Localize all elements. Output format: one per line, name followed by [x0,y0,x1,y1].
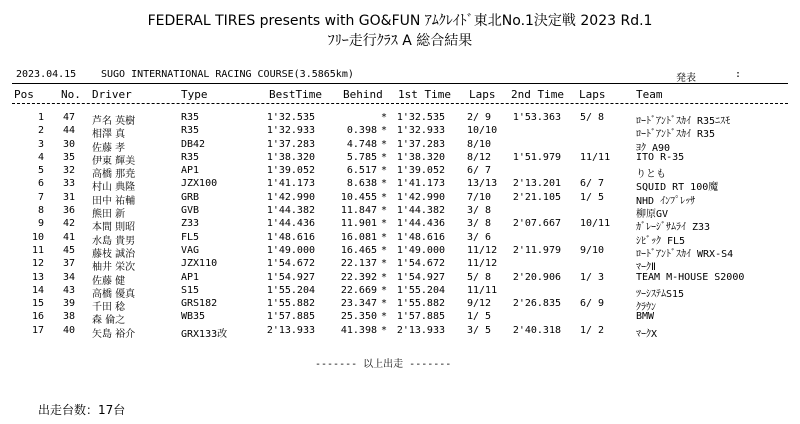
cell-best-time: 1'44.382 [266,205,315,217]
cell-laps1: 3/ 6 [467,231,492,243]
cell-laps1: 6/ 7 [467,165,492,177]
cell-best-time: 1'39.052 [266,165,315,177]
cell-no: 30 [62,138,75,150]
cell-driver: 伊東 輝美 [92,155,136,167]
cell-laps1: 11/12 [467,258,498,270]
cell-driver: 矢島 裕介 [92,328,136,340]
cell-behind: 11.901 [340,218,377,230]
cell-type: S15 [181,284,200,296]
cell-laps1: 3/ 8 [467,205,492,217]
cell-first-time: 1'37.283 [396,138,445,150]
cell-type: R35 [181,151,200,163]
cell-no: 45 [62,244,75,256]
cell-laps1: 8/10 [467,138,492,150]
cell-second-time: 1'53.363 [512,112,561,123]
cell-pos: 15 [31,298,44,310]
table-row [0,232,800,245]
cell-behind: 16.081 [340,231,377,243]
cell-type: JZX100 [181,178,218,190]
cell-laps1: 7/10 [467,191,492,203]
cell-team: BMW [636,311,655,323]
cell-laps2: 9/10 [580,244,605,256]
cell-pos: 9 [37,218,44,230]
col-driver: Driver [92,88,132,101]
col-laps1: Laps [469,88,496,101]
header-top-rule [12,83,788,84]
cell-first-time: 1'48.616 [396,231,445,243]
cell-best-time: 1'57.885 [266,311,315,323]
cell-second-time: 2'20.906 [512,271,561,283]
cell-laps2: 6/ 9 [580,298,605,310]
cell-driver: 佐藤 健 [92,275,126,287]
cell-laps1: 3/ 8 [467,218,492,230]
col-pos: Pos [14,88,34,101]
cell-team: りとも [636,169,666,181]
cell-driver: 相澤 真 [92,129,126,141]
cell-team: 柳原GV [636,209,669,221]
cell-team: SQUID RT 100魔 [636,182,719,194]
cell-first-time: 1'41.173 [396,178,445,190]
cell-first-time: 1'57.885 [396,311,445,323]
venue: SUGO INTERNATIONAL RACING COURSE(3.5865km) [101,69,354,80]
col-team: Team [636,88,663,101]
cell-best-mark: * [381,244,388,256]
cell-team: ﾏｰｸⅡ [636,262,656,274]
announce-colon: : [735,69,742,80]
cell-laps1: 13/13 [467,178,498,190]
cell-no: 37 [62,258,75,270]
cell-team: ﾛｰﾄﾞｱﾝﾄﾞｽｶｲ WRX-S4 [636,248,734,260]
cell-pos: 6 [37,178,44,190]
end-of-results-rule: ------- 以上出走 ------- [315,359,452,370]
cell-first-time: 2'13.933 [396,324,445,336]
cell-pos: 14 [31,284,44,296]
cell-second-time: 2'26.835 [512,298,561,310]
cell-first-time: 1'32.933 [396,125,445,137]
cell-best-mark: * [381,178,388,190]
cell-no: 35 [62,151,75,163]
cell-best-time: 1'41.173 [266,178,315,190]
table-row [0,311,800,327]
cell-driver: 高橋 那尭 [92,169,136,181]
cell-pos: 7 [37,191,44,203]
cell-no: 36 [62,205,75,217]
cell-no: 38 [62,311,75,323]
cell-first-time: 1'54.927 [396,271,445,283]
cell-team: ﾂｰｼｽﾃﾑS15 [636,288,685,300]
table-row [0,245,800,258]
cell-first-time: 1'44.382 [396,205,445,217]
cell-driver: 芦名 英樹 [92,116,136,127]
cell-laps2: 11/11 [580,151,611,163]
cell-no: 47 [62,112,75,123]
cell-best-time: 1'54.927 [266,271,315,283]
cell-driver: 水島 貴男 [92,235,136,247]
cell-pos: 12 [31,258,44,270]
cell-driver: 田中 祐輔 [92,195,136,207]
cell-first-time: 1'44.436 [396,218,445,230]
cell-type: Z33 [181,218,200,230]
cell-best-mark: * [381,125,388,137]
cell-behind: 10.455 [340,191,377,203]
cell-first-time: 1'49.000 [396,244,445,256]
cell-second-time: 1'51.979 [512,151,561,163]
cell-behind: 16.465 [340,244,377,256]
col-first-time: 1st Time [398,88,451,101]
cell-driver: 本間 則昭 [92,222,136,234]
cell-no: 42 [62,218,75,230]
table-row [0,192,800,205]
cell-team: TEAM M-HOUSE S2000 [636,271,745,283]
cell-type: GRS182 [181,298,218,310]
cell-best-mark: * [381,191,388,203]
cell-pos: 1 [37,112,44,123]
table-row [0,325,800,338]
cell-first-time: 1'42.990 [396,191,445,203]
table-row [0,205,800,221]
cell-behind: 22.392 [340,271,377,283]
page-subtitle: ﾌﾘｰ走行ｸﾗｽ A 総合結果 [327,33,473,49]
col-second-time: 2nd Time [511,88,564,101]
cell-type: JZX110 [181,258,218,270]
cell-first-time: 1'54.672 [396,258,445,270]
table-row [0,298,800,314]
cell-no: 39 [62,298,75,310]
cell-team: NHD ｲﾝﾌﾟﾚｯｻ [636,195,696,207]
cell-first-time: 1'38.320 [396,151,445,163]
cell-laps2: 1/ 3 [580,271,605,283]
results-table [0,112,800,338]
cell-no: 41 [62,231,75,243]
table-row [0,125,800,141]
cell-first-time: 1'55.204 [396,284,445,296]
cell-behind: 0.398 [346,125,377,137]
cell-behind: 6.517 [346,165,377,177]
table-row [0,258,800,274]
cell-behind: 4.748 [346,138,377,150]
cell-behind: 22.137 [340,258,377,270]
cell-laps1: 1/ 5 [467,311,492,323]
cell-best-mark: * [381,258,388,270]
cell-driver: 森 倫之 [92,315,126,327]
cell-type: DB42 [181,138,206,150]
cell-laps1: 10/10 [467,125,498,137]
cell-laps2: 6/ 7 [580,178,605,190]
cell-best-mark: * [381,138,388,150]
starters-count: 出走台数：17台 [38,403,126,417]
cell-pos: 10 [31,231,44,243]
cell-team: ITO R-35 [636,151,685,163]
cell-team: ｸﾗｳﾝ [636,302,656,314]
cell-laps1: 11/12 [467,244,498,256]
cell-behind: 41.398 [340,324,377,336]
header-bottom-rule [12,103,788,104]
cell-pos: 16 [31,311,44,323]
cell-no: 34 [62,271,75,283]
cell-second-time: 2'21.105 [512,191,561,203]
cell-type: R35 [181,112,200,123]
cell-laps2: 1/ 2 [580,324,605,336]
cell-best-time: 1'32.535 [266,112,315,123]
cell-type: GRB [181,191,200,203]
cell-best-time: 1'42.990 [266,191,315,203]
cell-best-mark: * [381,112,388,123]
cell-behind: 11.847 [340,205,377,217]
col-laps2: Laps [579,88,606,101]
cell-behind: 22.669 [340,284,377,296]
cell-best-time: 1'49.000 [266,244,315,256]
cell-laps1: 3/ 5 [467,324,492,336]
cell-best-mark: * [381,151,388,163]
announce-label: 発表 [676,73,696,84]
table-row [0,112,800,125]
cell-team: ﾏｰｸX [636,328,658,340]
cell-laps1: 5/ 8 [467,271,492,283]
cell-no: 33 [62,178,75,190]
cell-best-time: 1'48.616 [266,231,315,243]
cell-team: ﾖｸ A90 [636,142,671,154]
cell-no: 40 [62,324,75,336]
cell-no: 32 [62,165,75,177]
table-row [0,152,800,165]
col-no: No. [61,88,81,101]
cell-best-mark: * [381,298,388,310]
cell-pos: 8 [37,205,44,217]
cell-best-time: 1'44.436 [266,218,315,230]
cell-best-mark: * [381,311,388,323]
cell-laps2: 5/ 8 [580,112,605,123]
cell-type: VAG [181,244,200,256]
cell-pos: 11 [31,244,44,256]
cell-laps1: 2/ 9 [467,112,492,123]
cell-driver: 柚井 栄次 [92,262,136,274]
cell-driver: 高橋 優真 [92,288,136,300]
cell-laps1: 9/12 [467,298,492,310]
cell-laps2: 10/11 [580,218,611,230]
cell-first-time: 1'39.052 [396,165,445,177]
cell-best-mark: * [381,284,388,296]
cell-driver: 佐藤 孝 [92,142,126,154]
cell-type: GRX133改 [181,328,228,340]
cell-type: GVB [181,205,200,217]
cell-pos: 3 [37,138,44,150]
cell-first-time: 1'55.882 [396,298,445,310]
date: 2023.04.15 [16,69,77,80]
cell-best-mark: * [381,231,388,243]
cell-no: 31 [62,191,75,203]
cell-best-time: 1'37.283 [266,138,315,150]
cell-driver: 千田 稔 [92,302,126,314]
table-row [0,139,800,152]
cell-team: ﾛｰﾄﾞｱﾝﾄﾞｽｶｲ R35 [636,129,716,141]
cell-best-mark: * [381,324,388,336]
table-row [0,272,800,285]
cell-laps1: 11/11 [467,284,498,296]
cell-second-time: 2'40.318 [512,324,561,336]
cell-pos: 2 [37,125,44,137]
page-title: FEDERAL TIRES presents with GO&FUN ｱﾑｸﾚｲﾄﾞ東北No.1決定戦 2023 Rd.1 [147,13,653,29]
cell-second-time: 2'07.667 [512,218,561,230]
table-row [0,178,800,194]
cell-best-time: 1'38.320 [266,151,315,163]
cell-team: ﾛｰﾄﾞｱﾝﾄﾞｽｶｲ R35ﾆｽﾓ [636,116,731,127]
cell-second-time: 2'13.201 [512,178,561,190]
cell-driver: 村山 典隆 [92,182,136,194]
col-best-time: BestTime [269,88,322,101]
cell-behind: 8.638 [346,178,377,190]
cell-best-time: 1'32.933 [266,125,315,137]
cell-type: FL5 [181,231,200,243]
cell-best-mark: * [381,218,388,230]
cell-driver: 熊田 新 [92,209,126,221]
cell-team: ｼﾋﾞｯｸ FL5 [636,235,686,247]
cell-best-mark: * [381,165,388,177]
table-row [0,285,800,298]
cell-best-mark: * [381,271,388,283]
cell-team: ｶﾞﾚｰｼﾞｻﾑﾗｲ Z33 [636,222,711,234]
cell-type: WB35 [181,311,206,323]
cell-type: AP1 [181,271,200,283]
cell-behind: 5.785 [346,151,377,163]
cell-best-time: 1'54.672 [266,258,315,270]
cell-best-mark: * [381,205,388,217]
table-row [0,218,800,234]
cell-second-time: 2'11.979 [512,244,561,256]
cell-type: AP1 [181,165,200,177]
cell-no: 44 [62,125,75,137]
cell-type: R35 [181,125,200,137]
cell-behind: 23.347 [340,298,377,310]
cell-laps2: 1/ 5 [580,191,605,203]
cell-pos: 5 [37,165,44,177]
col-type: Type [181,88,208,101]
cell-pos: 17 [31,324,44,336]
cell-first-time: 1'32.535 [396,112,445,123]
cell-pos: 13 [31,271,44,283]
cell-best-time: 1'55.882 [266,298,315,310]
cell-driver: 藤枝 誠治 [92,248,136,260]
table-row [0,165,800,181]
col-behind: Behind [343,88,383,101]
cell-laps1: 8/12 [467,151,492,163]
cell-best-time: 2'13.933 [266,324,315,336]
cell-best-time: 1'55.204 [266,284,315,296]
cell-behind: 25.350 [340,311,377,323]
cell-pos: 4 [37,151,44,163]
cell-no: 43 [62,284,75,296]
